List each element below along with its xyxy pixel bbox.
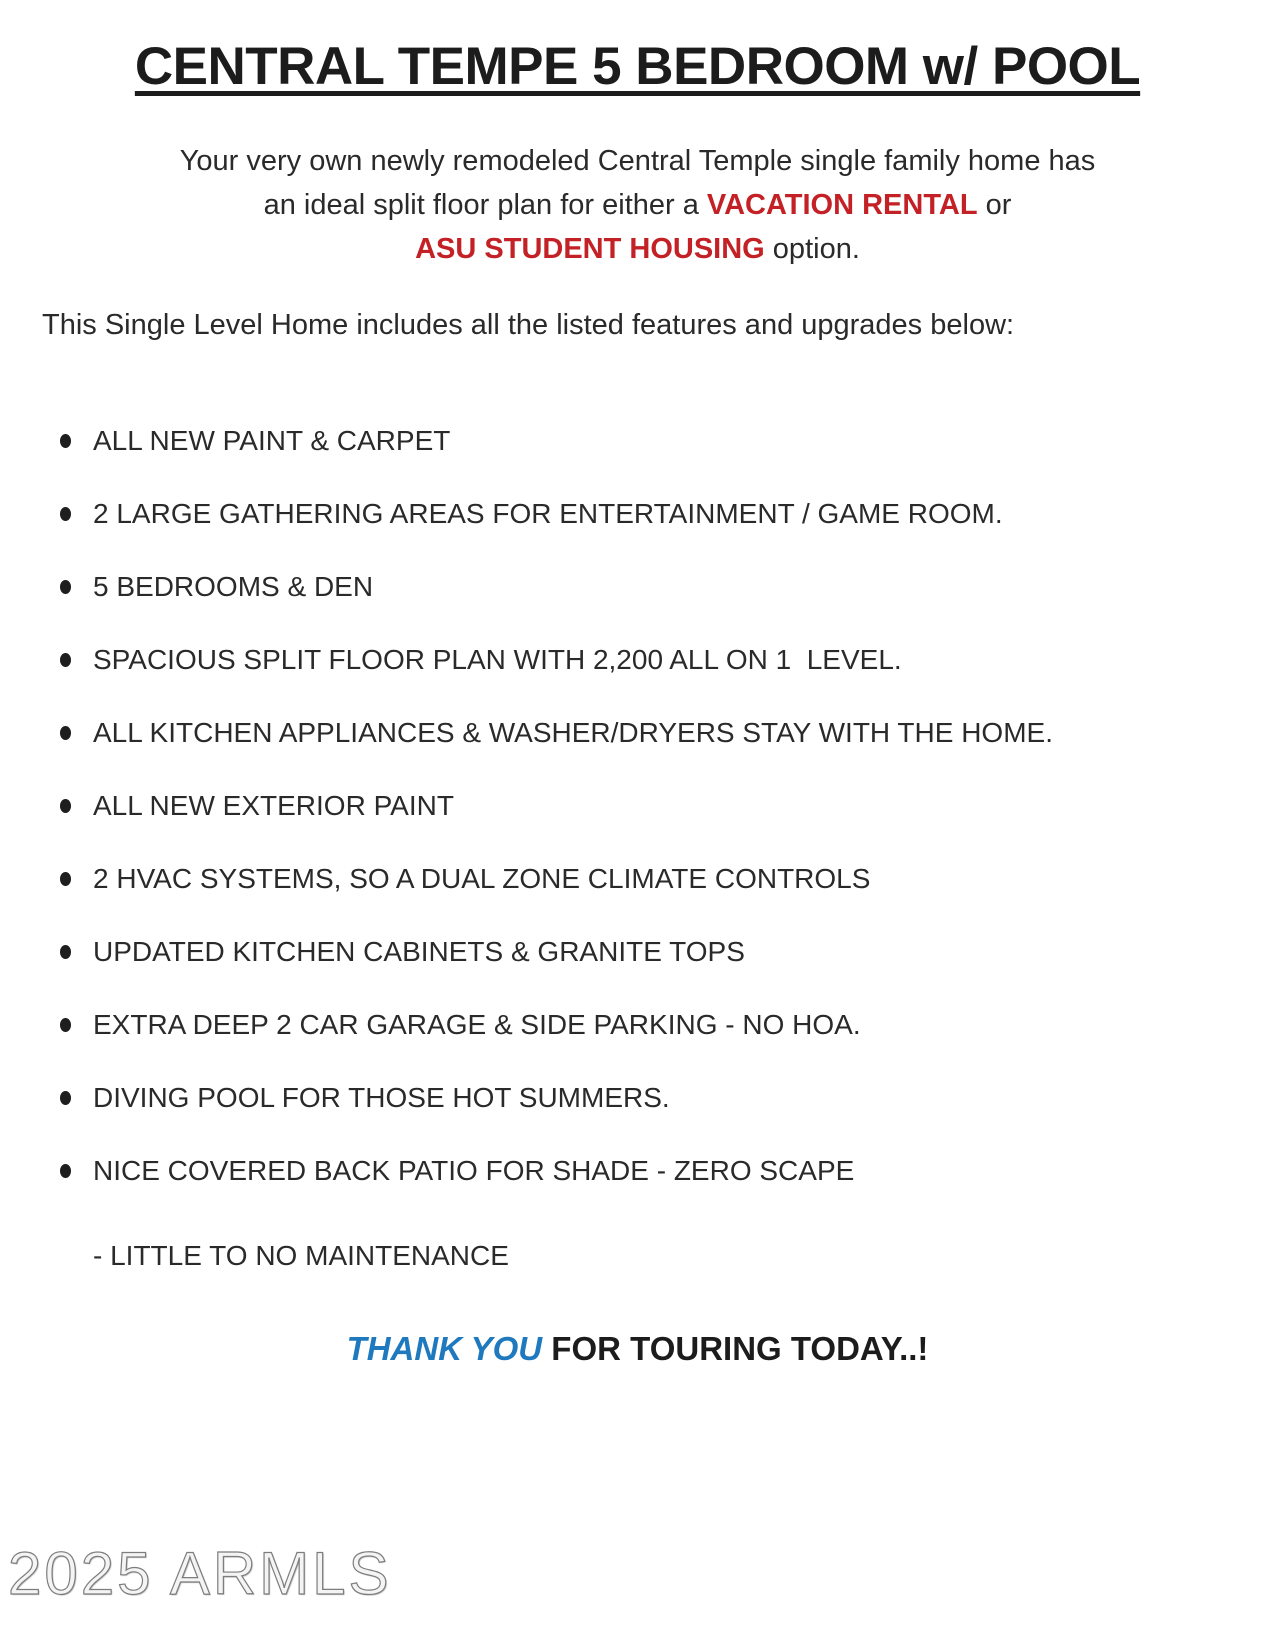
feature-item-label: EXTRA DEEP 2 CAR GARAGE & SIDE PARKING - NO HOA. [93,1009,861,1040]
bullet-icon [60,799,71,813]
bullet-icon [60,580,71,594]
maintenance-note: - LITTLE TO NO MAINTENANCE [93,1240,509,1271]
thank-you-line [0,1330,1275,1368]
feature-item-label: ALL NEW EXTERIOR PAINT [93,790,454,821]
bullet-icon [60,1164,71,1178]
feature-item-label: UPDATED KITCHEN CABINETS & GRANITE TOPS [93,936,745,967]
intro-line-2-suffix: or [977,189,1012,221]
feature-item-label: ALL KITCHEN APPLIANCES & WASHER/DRYERS STAY WITH THE HOME. [93,717,1053,748]
bullet-icon [60,872,71,886]
bullet-icon [60,1091,71,1105]
feature-item [60,862,1275,896]
feature-item [60,570,1275,604]
feature-item [60,789,1275,823]
intro-line-3 [0,227,1275,271]
asu-student-housing-highlight: ASU STUDENT HOUSING [415,233,765,265]
feature-item-label: SPACIOUS SPLIT FLOOR PLAN WITH 2,200 ALL ON 1 LEVEL. [93,644,902,675]
intro-paragraph [0,139,1275,271]
feature-item-label: NICE COVERED BACK PATIO FOR SHADE - ZERO SCAPE [93,1155,855,1186]
feature-item-label: 2 HVAC SYSTEMS, SO A DUAL ZONE CLIMATE CONTROLS [93,863,871,894]
thank-you-rest: FOR TOURING TODAY..! [542,1330,929,1367]
intro-line-1-text: Your very own newly remodeled Central Temple single family home has [179,145,1096,177]
bullet-icon [60,945,71,959]
features-list [0,424,1275,1188]
feature-item [60,1008,1275,1042]
thank-you-highlight: THANK YOU [346,1330,543,1367]
feature-item [60,1081,1275,1115]
bullet-icon [60,434,71,448]
feature-item-label: DIVING POOL FOR THOSE HOT SUMMERS. [93,1082,670,1113]
feature-item-label: ALL NEW PAINT & CARPET [93,425,451,456]
intro-line-3-suffix: option. [764,233,860,265]
page-title: CENTRAL TEMPE 5 BEDROOM w/ POOL [134,37,1141,96]
bullet-icon [60,507,71,521]
feature-item [60,935,1275,969]
feature-item-label: 2 LARGE GATHERING AREAS FOR ENTERTAINMENT / GAME ROOM. [93,498,1003,529]
feature-item-label: 5 BEDROOMS & DEN [93,571,374,602]
vacation-rental-highlight: VACATION RENTAL [706,189,978,221]
feature-item [60,716,1275,750]
feature-item [60,1154,1275,1188]
intro-line-2 [0,183,1275,227]
feature-item [60,497,1275,531]
bullet-icon [60,653,71,667]
intro-line-1 [0,139,1275,183]
feature-item [60,424,1275,458]
intro-line-2-text: an ideal split floor plan for either a [263,189,707,221]
bullet-icon [60,1018,71,1032]
feature-item [60,643,1275,677]
bullet-icon [60,726,71,740]
features-heading: This Single Level Home includes all the listed features and upgrades below: [42,309,1015,341]
armls-watermark: 2025 ARMLS [8,1540,392,1607]
